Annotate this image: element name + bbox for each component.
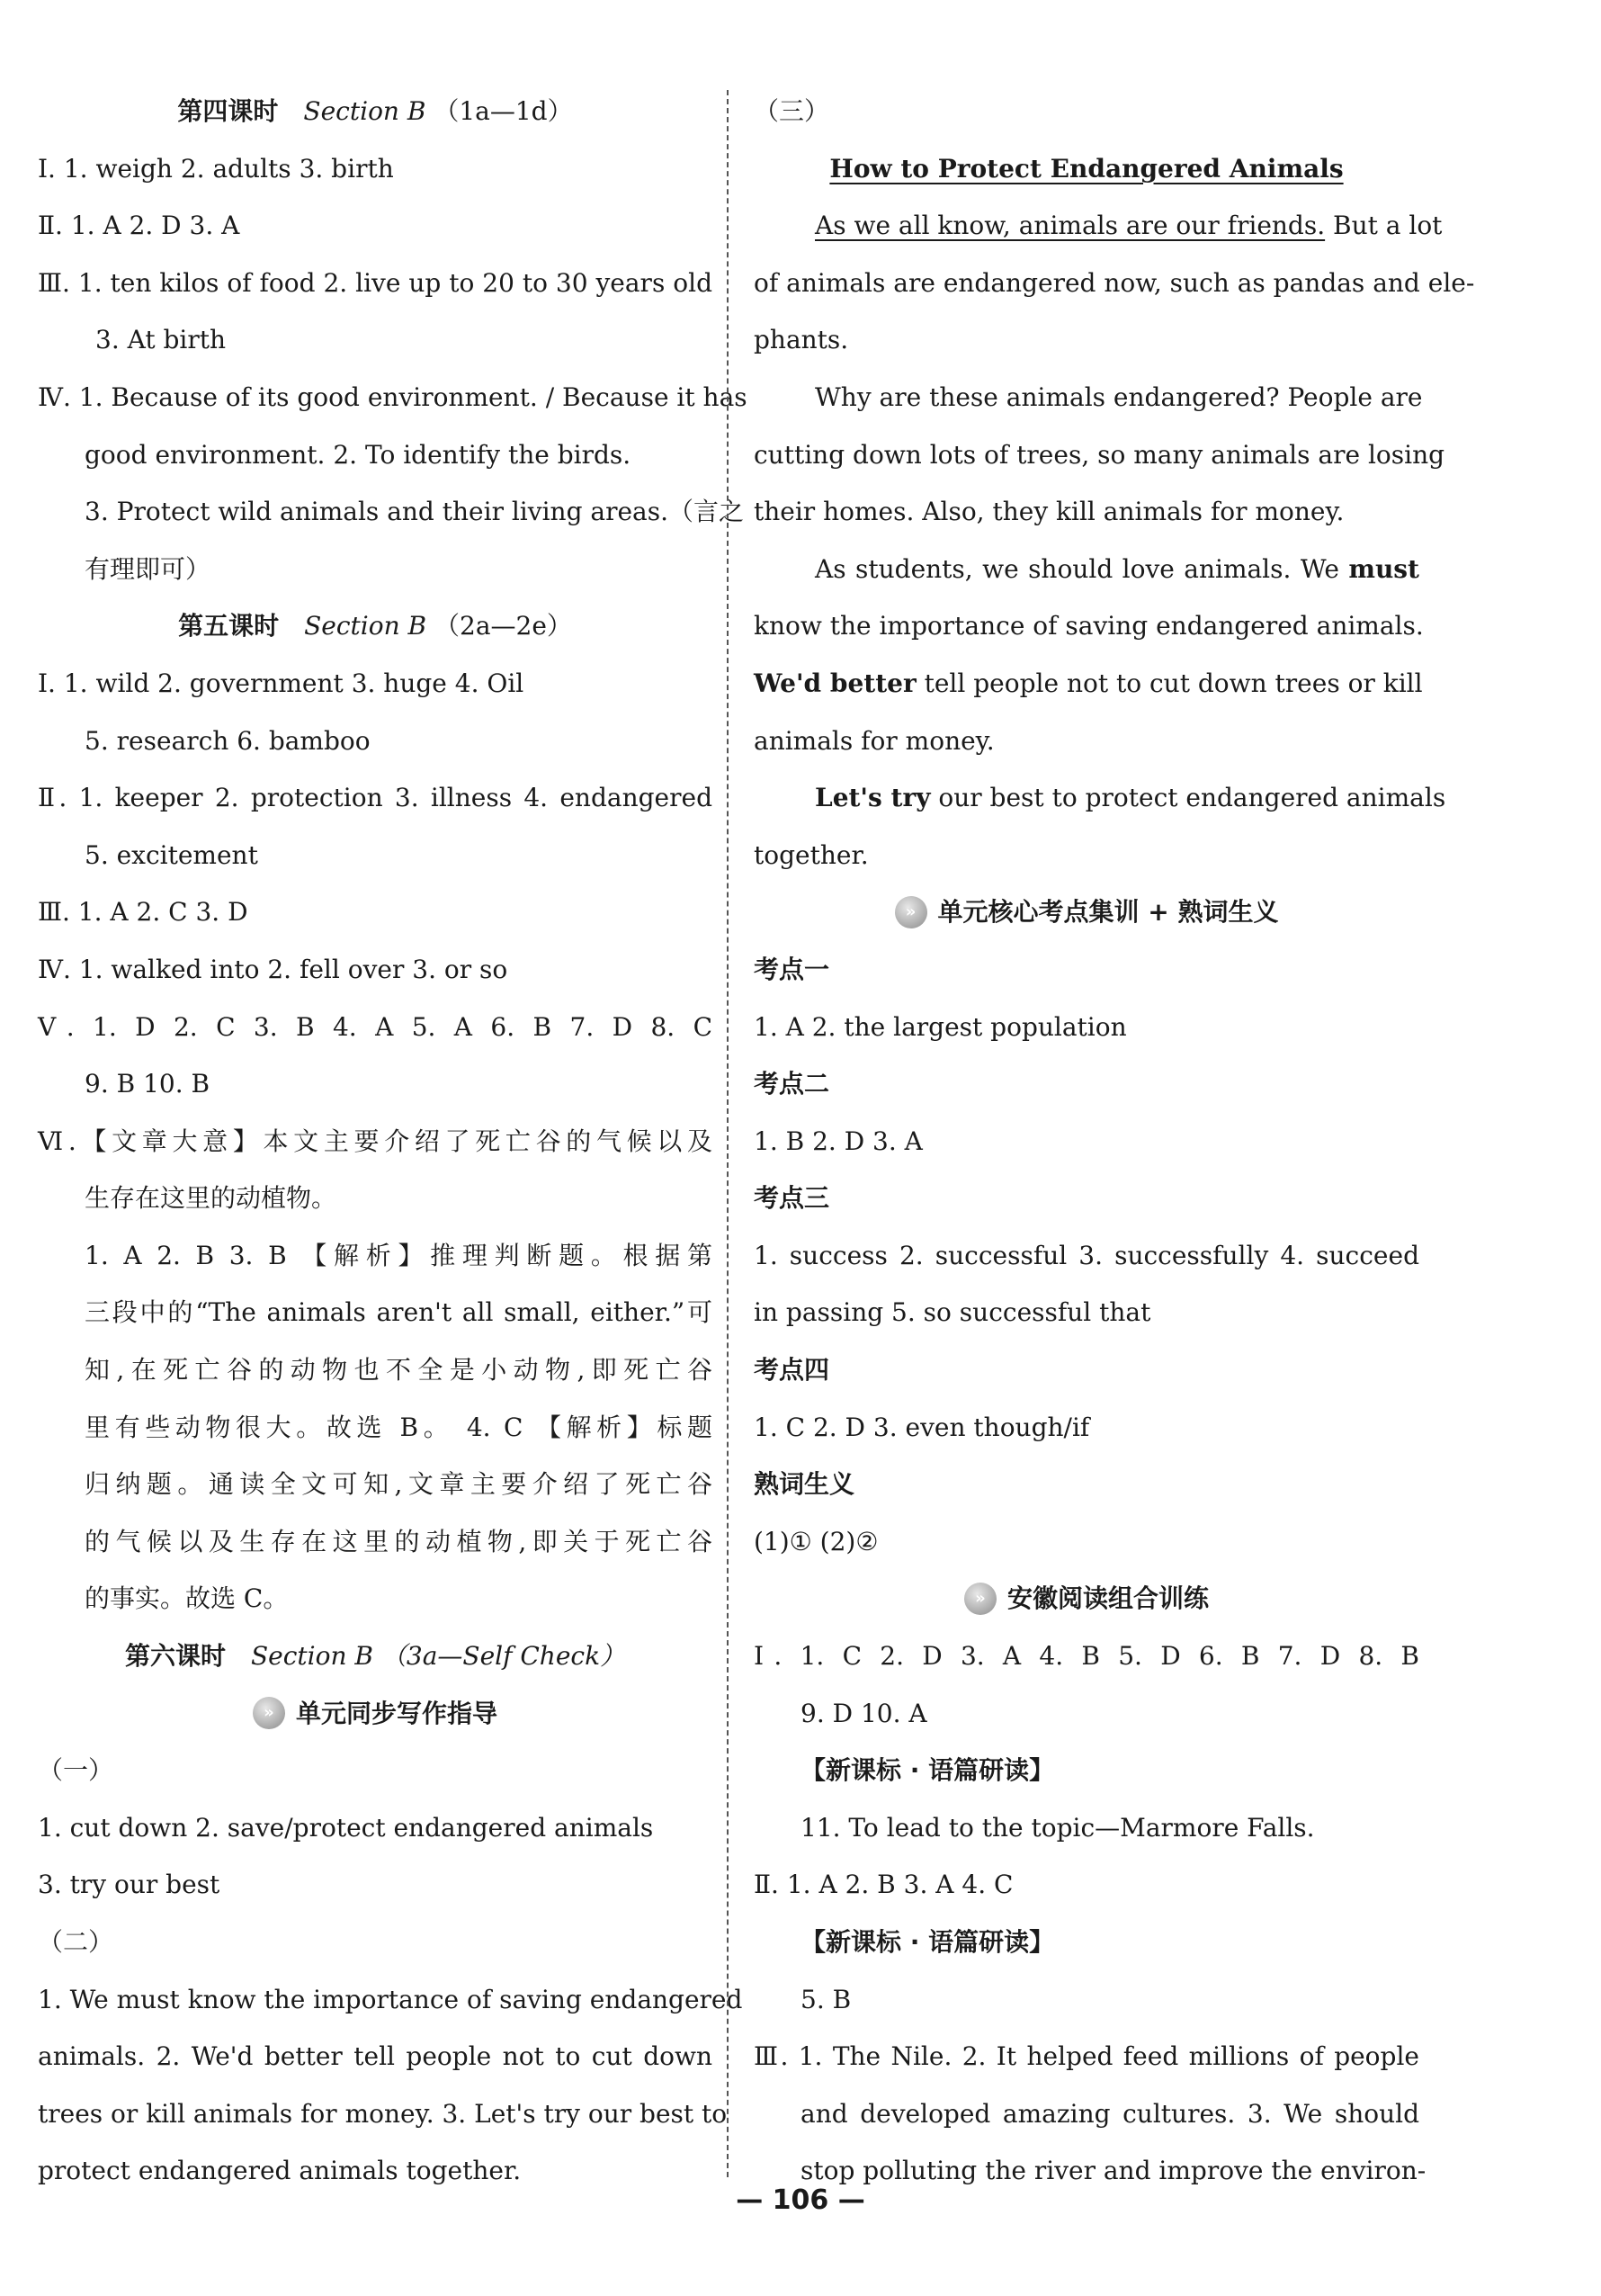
answer-line: 9. D 10. A [800, 1698, 927, 1728]
lesson6-range: （3a—Self Check） [380, 1641, 626, 1672]
lesson5-range: （2a—2e） [434, 611, 572, 641]
answer-line: 3. try our best [38, 1870, 220, 1900]
answer-line: 11. To lead to the topic—Marmore Falls. [800, 1812, 1315, 1843]
part-label: （一） [38, 1755, 114, 1786]
lesson4-title: 第四课时 [177, 96, 279, 126]
answer-line: Ⅰ. 1. weigh 2. adults 3. birth [38, 153, 394, 184]
answer-line: Ⅱ. 1. A 2. B 3. A 4. C [754, 1870, 1014, 1900]
answer-line: 知,在死亡谷的动物也不全是小动物,即死亡谷 [85, 1355, 712, 1386]
anhui-reading-banner [754, 1570, 1419, 1628]
core-points-banner [754, 883, 1419, 941]
answer-line: Ⅳ. 1. Because of its good environment. / Because it has [38, 381, 747, 412]
answer-line: and developed amazing cultures. 3. We should [800, 2098, 1419, 2129]
lesson5-section: Section B [304, 611, 427, 641]
answer-line: Ⅰ. 1. C 2. D 3. A 4. B 5. D 6. B 7. D 8. B [754, 1641, 1419, 1672]
essay-line: together. [754, 839, 869, 870]
answer-line: 1. B 2. D 3. A [754, 1126, 923, 1156]
answer-line: stop polluting the river and improve the environ- [800, 2156, 1427, 2186]
lesson4-range: （1a—1d） [434, 96, 573, 126]
essay-title [754, 140, 1419, 198]
essay-line [754, 655, 1423, 713]
double-chevron-icon: » [895, 896, 927, 928]
answer-line: 9. B 10. B [85, 1069, 210, 1099]
essay-text: our best to protect endangered animals [930, 783, 1446, 813]
essay-line: of animals are endangered now, such as pandas and ele- [754, 267, 1475, 298]
answer-line: 归纳题。通读全文可知,文章主要介绍了死亡谷 [85, 1469, 712, 1500]
left-column [38, 83, 747, 2200]
answer-line: Ⅴ. 1. D 2. C 3. B 4. A 5. A 6. B 7. D 8. C [38, 1011, 712, 1042]
answer-line: 1. cut down 2. save/protect endangered animals [38, 1812, 654, 1843]
part-label: （二） [38, 1927, 114, 1957]
essay-line: know the importance of saving endangered animals. [754, 611, 1424, 641]
answer-line: 1. success 2. successful 3. successfully 4. succeed [754, 1240, 1419, 1270]
essay-line [754, 769, 1446, 827]
answer-line: 1. A 2. the largest population [754, 1011, 1127, 1042]
essay-line: cutting down lots of trees, so many animals are losing [754, 439, 1445, 470]
answer-line: 三段中的“The animals aren't all small, either.”可 [85, 1297, 712, 1328]
answer-line: Ⅲ. 1. A 2. C 3. D [38, 897, 248, 928]
kaodian-label: 考点四 [754, 1355, 830, 1386]
bold-phrase: Let's try [815, 783, 931, 813]
essay-text: But a lot [1325, 211, 1443, 241]
bold-phrase: We'd better [754, 668, 917, 698]
answer-line: 5. excitement [85, 839, 258, 870]
essay-line [754, 197, 1443, 255]
part-label: （三） [754, 96, 830, 126]
answer-line: Ⅳ. 1. walked into 2. fell over 3. or so [38, 954, 508, 984]
xinkebiao-label: 【新课标 · 语篇研读】 [800, 1755, 1055, 1786]
banner-title: 单元核心考点集训 + 熟词生义 [937, 897, 1279, 928]
lesson6-section: Section B [250, 1641, 373, 1672]
answer-line: Ⅲ. 1. The Nile. 2. It helped feed millions of people [754, 2041, 1419, 2072]
lesson6-title: 第六课时 [124, 1641, 226, 1672]
answer-line: 1. A 2. B 3. B 【解析】推理判断题。根据第 [85, 1240, 712, 1270]
essay-line: their homes. Also, they kill animals for money. [754, 497, 1345, 527]
essay-line [754, 541, 1419, 598]
kaodian-label: 考点一 [754, 954, 830, 984]
answer-line: 的事实。故选 C。 [85, 1583, 289, 1614]
double-chevron-icon: » [253, 1697, 285, 1729]
answer-line: Ⅵ.【文章大意】本文主要介绍了死亡谷的气候以及 [38, 1126, 712, 1156]
lesson5-title: 第五课时 [178, 611, 280, 641]
essay-line: phants. [754, 325, 849, 355]
essay-title-text: How to Protect Endangered Animals [829, 153, 1344, 184]
essay-line: animals for money. [754, 725, 995, 756]
answer-line: 5. B [800, 1984, 852, 2014]
bold-phrase: must [1348, 553, 1419, 584]
answer-line: Ⅰ. 1. wild 2. government 3. huge 4. Oil [38, 668, 524, 698]
answer-line: Ⅲ. 1. ten kilos of food 2. live up to 20 to 30 years old [38, 267, 712, 298]
answer-line: good environment. 2. To identify the birds. [85, 439, 631, 470]
column-divider [727, 90, 729, 2177]
answer-line: 的气候以及生存在这里的动植物,即关于死亡谷 [85, 1526, 712, 1556]
answer-line: (1)① (2)② [754, 1526, 879, 1556]
answer-line: 3. Protect wild animals and their living areas.（言之 [85, 497, 745, 527]
double-chevron-icon: » [964, 1583, 997, 1615]
page-number: — 106 — [736, 2184, 865, 2216]
answer-line: animals. 2. We'd better tell people not to cut down [38, 2041, 712, 2072]
answer-line: trees or kill animals for money. 3. Let's try our best to [38, 2098, 728, 2129]
essay-line: Why are these animals endangered? People are [815, 381, 1423, 412]
kaodian-label: 考点三 [754, 1183, 830, 1214]
essay-text: As students, we should love animals. We [815, 553, 1349, 584]
answer-line: 有理即可） [85, 553, 211, 584]
answer-line: 生存在这里的动植物。 [85, 1183, 337, 1214]
kaodian-label: 考点二 [754, 1069, 830, 1099]
answer-line: 1. We must know the importance of saving endangered [38, 1984, 743, 2014]
banner-title: 单元同步写作指导 [295, 1698, 497, 1728]
kaodian-label: 熟词生义 [754, 1469, 855, 1500]
answer-line: in passing 5. so successful that [754, 1297, 1151, 1328]
answer-line: Ⅱ. 1. keeper 2. protection 3. illness 4. endangered [38, 783, 712, 813]
answer-line: 1. C 2. D 3. even though/if [754, 1412, 1090, 1442]
lesson6-heading [38, 1628, 712, 1685]
lesson5-heading [38, 597, 712, 655]
banner-title: 安徽阅读组合训练 [1006, 1583, 1209, 1614]
lesson4-heading [38, 83, 712, 140]
answer-line: protect endangered animals together. [38, 2156, 522, 2186]
xinkebiao-label: 【新课标 · 语篇研读】 [800, 1927, 1055, 1957]
lesson4-section: Section B [303, 96, 426, 126]
essay-text: tell people not to cut down trees or kill [916, 668, 1423, 698]
underlined-sentence: As we all know, animals are our friends. [815, 211, 1326, 241]
answer-line: 里有些动物很大。故选 B。 4. C 【解析】标题 [85, 1412, 712, 1442]
writing-guide-banner [38, 1685, 712, 1743]
answer-line: Ⅱ. 1. A 2. D 3. A [38, 211, 240, 241]
answer-line: 5. research 6. bamboo [85, 725, 371, 756]
right-column [754, 83, 1475, 2200]
answer-line: 3. At birth [95, 325, 227, 355]
